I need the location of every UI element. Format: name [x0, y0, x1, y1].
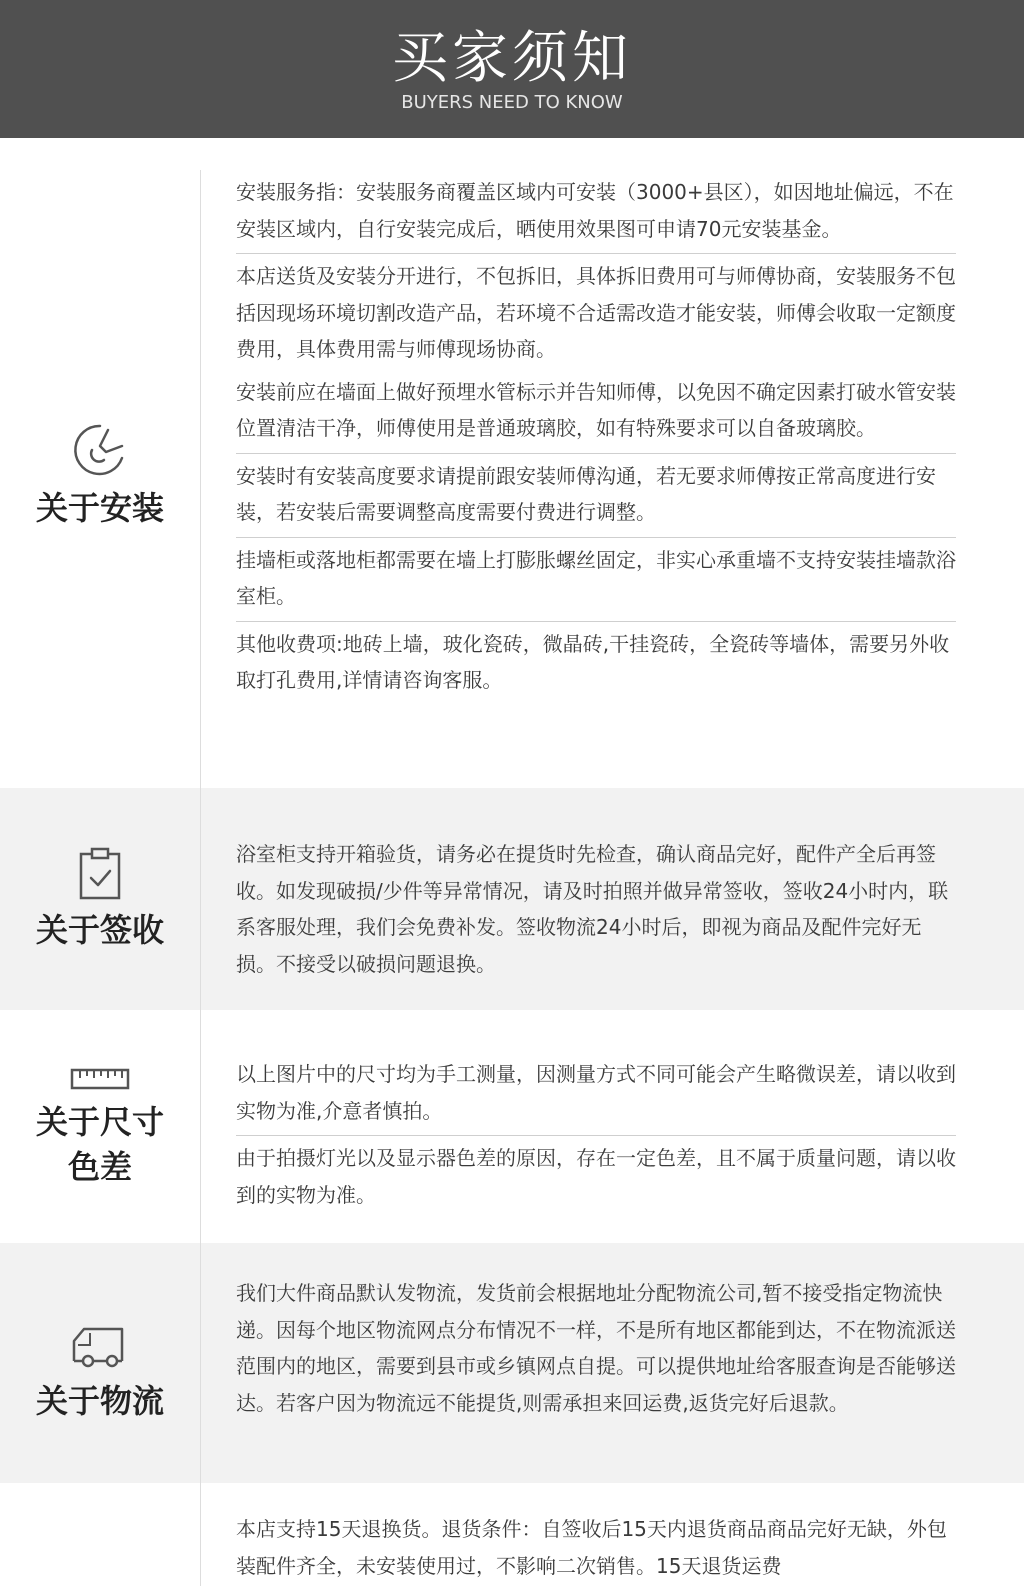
ruler-icon — [0, 1064, 200, 1094]
section-size-color — [0, 1010, 1024, 1243]
section-side-receipt — [0, 846, 200, 953]
section-logistics — [0, 1243, 1024, 1483]
paragraph: 安装前应在墙面上做好预埋水管标示并告知师傅，以免因不确定因素打破水管安装位置清洁干净，师傅使用是普通玻璃胶，如有特殊要求可以自备玻璃胶。 — [236, 379, 956, 440]
section-content-installation — [236, 170, 956, 705]
divider-line — [200, 1483, 201, 1586]
page-header — [0, 0, 1024, 138]
wrench-icon — [0, 420, 200, 480]
section-installation — [0, 138, 1024, 788]
label-line: 关于尺寸 — [35, 1103, 164, 1141]
divider-line — [200, 1243, 201, 1483]
section-returns — [0, 1483, 1024, 1586]
section-side-size — [0, 1064, 200, 1190]
section-side-installation — [0, 420, 200, 531]
paragraph: 本店送货及安装分开进行，不包拆旧，具体拆旧费用可与师傅协商，安装服务不包括因现场环境切割改造产品，若环境不合适需改造才能安装，师傅会收取一定额度费用，具体费用需与师傅现场协商。 — [236, 253, 956, 374]
paragraph: 安装时有安装高度要求请提前跟安装师傅沟通，若无要求师傅按正常高度进行安装，若安装后需要调整高度需要付费进行调整。 — [236, 453, 956, 537]
clipboard-check-icon — [0, 846, 200, 902]
section-content-returns — [236, 1507, 956, 1590]
paragraph: 安装服务指：安装服务商覆盖区域内可安装（3000+县区），如因地址偏远，不在安装区域内，自行安装完成后，晒使用效果图可申请70元安装基金。 — [236, 180, 954, 241]
divider-line — [200, 788, 201, 1010]
divider-line — [200, 170, 201, 788]
paragraph: 其他收费项:地砖上墙，玻化瓷砖，微晶砖,干挂瓷砖，全瓷砖等墙体，需要另外收取打孔费用,详情请咨询客服。 — [236, 621, 956, 705]
section-label-logistics: 关于物流 — [35, 1382, 164, 1420]
section-label-size — [0, 1100, 200, 1190]
divider-line — [200, 1010, 201, 1243]
paragraph: 由于拍摄灯光以及显示器色差的原因，存在一定色差，且不属于质量问题，请以收到的实物为准。 — [236, 1135, 956, 1219]
section-content-receipt — [236, 832, 956, 988]
section-content-logistics — [236, 1271, 956, 1427]
truck-icon — [0, 1323, 200, 1373]
paragraph: 挂墙柜或落地柜都需要在墙上打膨胀螺丝固定，非实心承重墙不支持安装挂墙款浴室柜。 — [236, 537, 956, 621]
page-title: 买家须知 — [392, 26, 632, 91]
section-label-installation: 关于安装 — [35, 489, 164, 527]
page-subtitle: BUYERS NEED TO KNOW — [401, 92, 623, 113]
paragraph: 以上图片中的尺寸均为手工测量，因测量方式不同可能会产生略微误差，请以收到实物为准,介意者慎拍。 — [236, 1062, 956, 1123]
section-content-size — [236, 1052, 956, 1219]
paragraph: 我们大件商品默认发物流，发货前会根据地址分配物流公司,暂不接受指定物流快递。因每个地区物流网点分布情况不一样，不是所有地区都能到达，不在物流派送范围内的地区，需要到县市或乡镇网点自提。可以提供地址给客服查询是否能够送达。若客户因为物流远不能提货,则需承担来回运费,返货完好后退款。 — [236, 1281, 956, 1415]
section-side-logistics — [0, 1323, 200, 1424]
paragraph: 本店支持15天退换货。退货条件：自签收后15天内退货商品商品完好无缺，外包装配件齐全，未安装使用过，不影响二次销售。15天退货运费 — [236, 1517, 947, 1578]
section-receipt — [0, 788, 1024, 1010]
label-line: 色差 — [67, 1148, 132, 1186]
section-label-receipt: 关于签收 — [35, 911, 164, 949]
paragraph: 浴室柜支持开箱验货，请务必在提货时先检查，确认商品完好，配件产全后再签收。如发现破损/少件等异常情况，请及时拍照并做异常签收，签收24小时内，联系客服处理，我们会免费补发。签收物流24小时后，即视为商品及配件完好无损。不接受以破损问题退换。 — [236, 842, 949, 976]
